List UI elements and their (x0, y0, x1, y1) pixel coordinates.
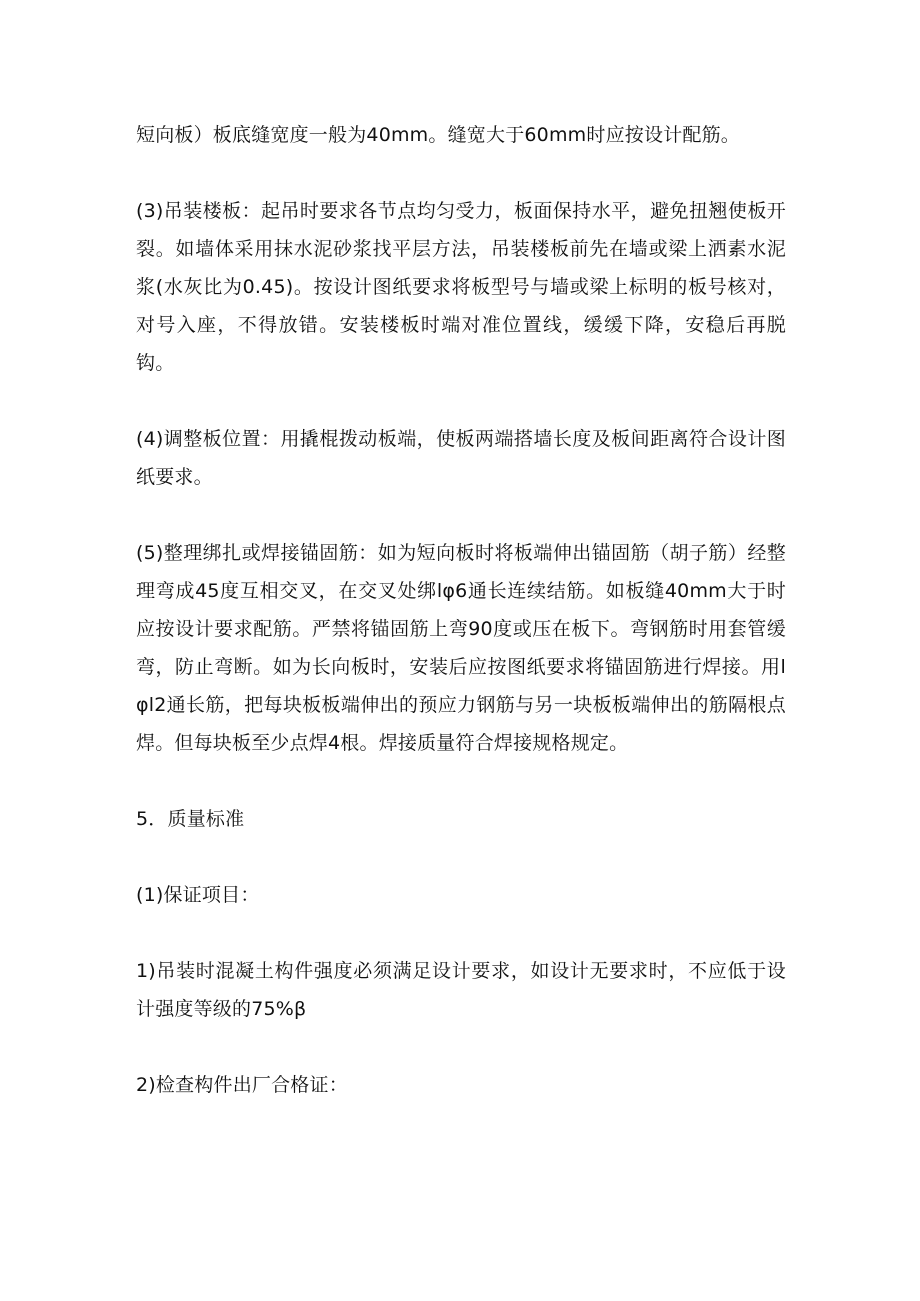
subheading-guarantee-items: (1)保证项目： (136, 884, 260, 906)
section-heading-quality-standard: 5．质量标准 (136, 808, 245, 830)
list-item-component-strength: 1)吊装时混凝土构件强度必须满足设计要求，如设计无要求时，不应低于设计强度等级的75%β (136, 960, 786, 1020)
paragraph-anchor-bars: (5)整理绑扎或焊接锚固筋：如为短向板时将板端伸出锚固筋（胡子筋）经整理弯成45度互相交叉，在交叉处绑lφ6通长连续结筋。如板缝40mm大于时应按设计要求配筋。严禁将锚固筋上弯90度或压在板下。弯钢筋时用套管缓弯，防止弯断。如为长向板时，安装后应按图纸要求将锚固筋进行焊接。用lφl2通长筋，把每块板板端伸出的预应力钢筋与另一块板板端伸出的筋隔根点焊。但每块板至少点焊4根。焊接质量符合焊接规格规定。 (136, 542, 786, 754)
paragraph-slab-joint-width: 短向板）板底缝宽度一般为40mm。缝宽大于60mm时应按设计配筋。 (136, 124, 740, 146)
paragraph-hoisting-floor-slab: (3)吊装楼板：起吊时要求各节点均匀受力，板面保持水平，避免扭翘使板开裂。如墙体采用抹水泥砂浆找平层方法，吊装楼板前先在墙或梁上洒素水泥浆(水灰比为0.45)。按设计图纸要求将板型号与墙或梁上标明的板号核对，对号入座，不得放错。安装楼板时端对准位置线，缓缓下降，安稳后再脱钩。 (136, 200, 786, 374)
document-body (136, 116, 786, 1142)
paragraph-adjust-slab-position: (4)调整板位置：用撬棍拨动板端，使板两端搭墙长度及板间距离符合设计图纸要求。 (136, 428, 786, 488)
list-item-factory-certificate: 2)检查构件出厂合格证： (136, 1074, 348, 1096)
